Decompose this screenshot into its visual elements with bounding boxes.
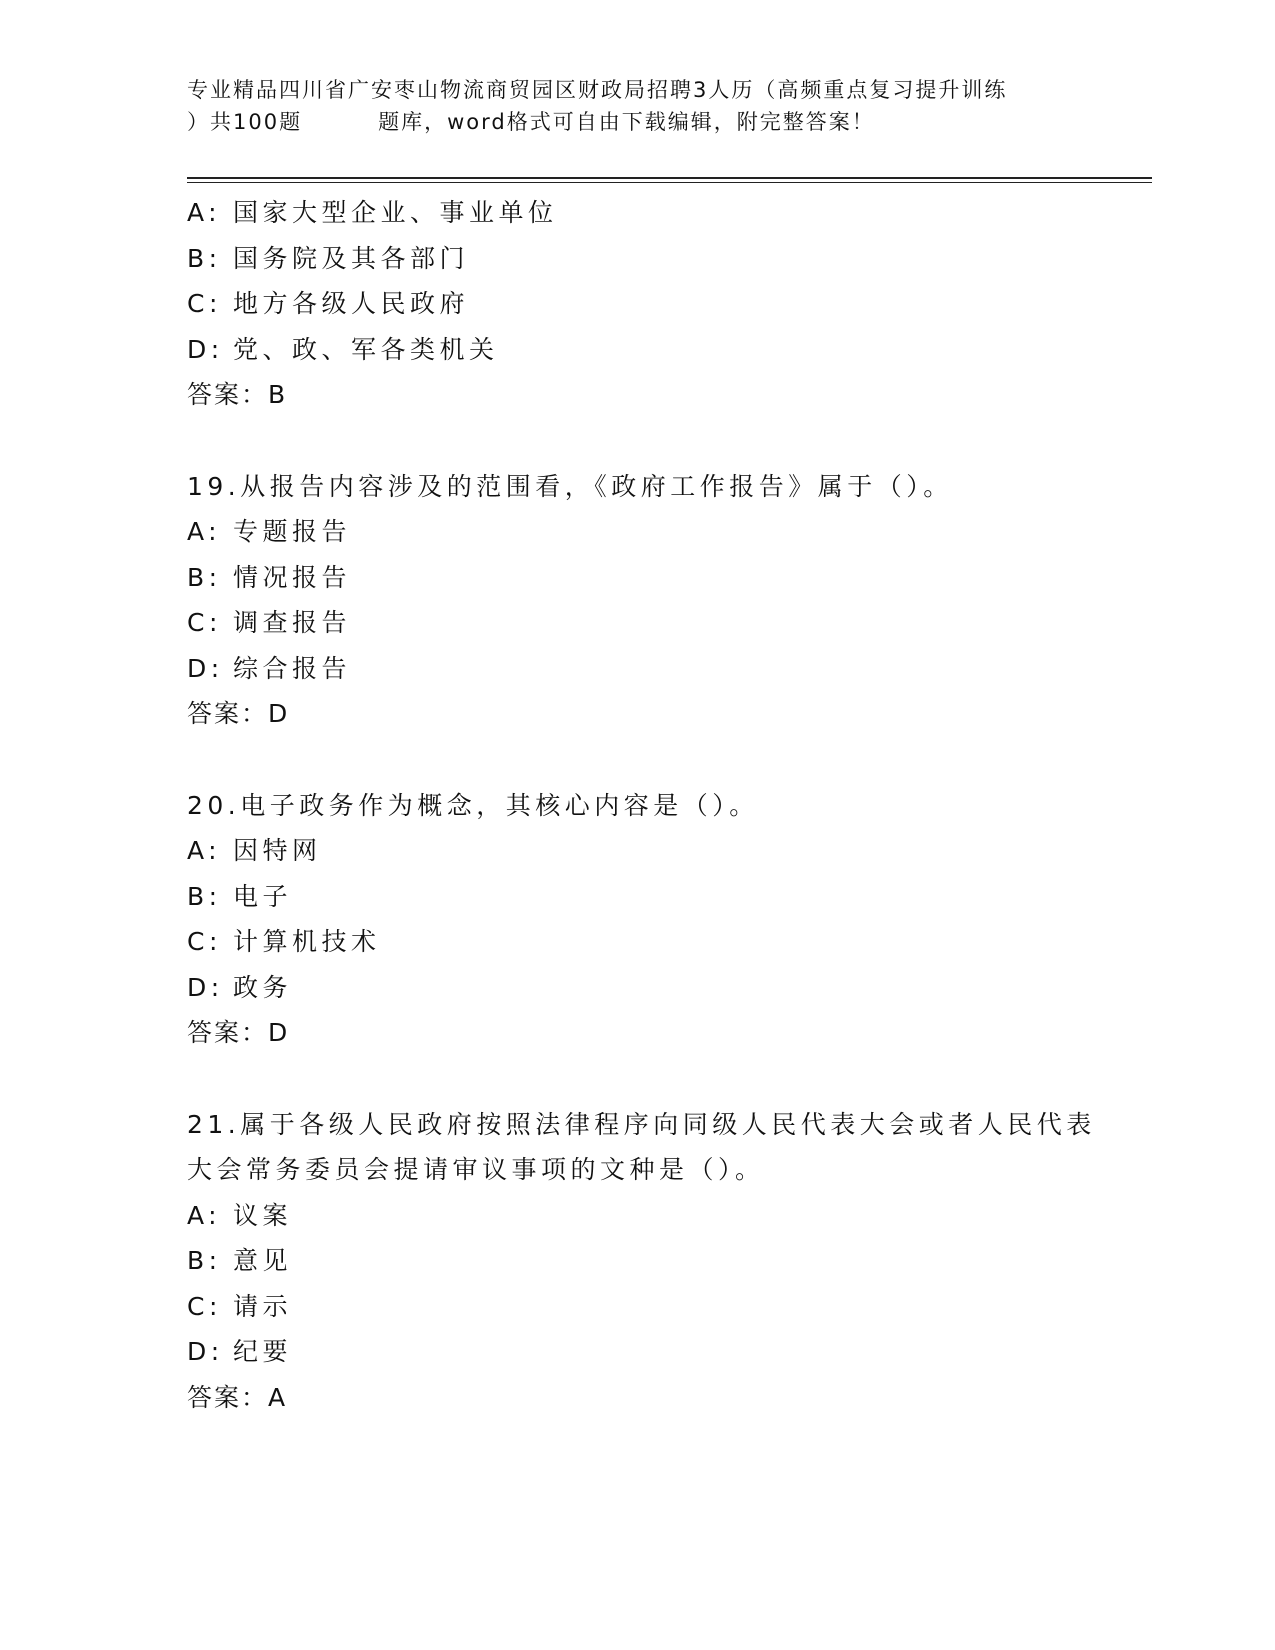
option-a — [187, 190, 1107, 236]
option-text: 纪要 — [233, 1337, 293, 1366]
header-divider-thin — [187, 182, 1152, 183]
option-text: 综合报告 — [233, 653, 352, 683]
option-label: B: — [187, 881, 222, 911]
option-label: D: — [187, 334, 224, 364]
option-d — [187, 327, 1107, 373]
option-label: D: — [187, 972, 224, 1002]
option-c — [187, 919, 1107, 965]
header-line-2-part-b: 题库，word格式可自由下载编辑，附完整答案！ — [378, 110, 875, 134]
option-d — [187, 1329, 1107, 1375]
option-d — [187, 646, 1107, 692]
option-text: 意见 — [233, 1246, 293, 1275]
answer-line: 答案：D — [187, 699, 290, 728]
option-c — [187, 600, 1107, 646]
header-line-2-part-a: ）共100题 — [187, 110, 303, 134]
option-text: 地方各级人民政府 — [233, 289, 470, 318]
option-text: 调查报告 — [233, 608, 352, 637]
option-text: 专题报告 — [233, 517, 352, 546]
option-b — [187, 555, 1107, 601]
option-text: 党、政、军各类机关 — [233, 334, 499, 364]
option-b — [187, 874, 1107, 920]
question-stem: 19.从报告内容涉及的范围看，《政府工作报告》属于（）。 — [187, 471, 953, 501]
option-label: D: — [187, 653, 224, 683]
question-list — [187, 190, 1107, 1420]
option-text: 议案 — [233, 1200, 293, 1230]
option-text: 国家大型企业、事业单位 — [233, 198, 558, 227]
header-line-2 — [187, 106, 1087, 138]
question-spacer — [187, 1056, 1107, 1102]
option-label: A: — [187, 517, 222, 546]
question-stem-line-2: 大会常务委员会提请审议事项的文种是（）。 — [187, 1155, 765, 1184]
option-text: 政务 — [233, 972, 293, 1002]
option-label: A: — [187, 198, 222, 227]
question-19 — [187, 464, 1107, 737]
option-text: 电子 — [233, 881, 293, 911]
option-label: A: — [187, 836, 222, 865]
question-spacer — [187, 737, 1107, 783]
option-label: C: — [187, 1291, 222, 1321]
option-label: C: — [187, 927, 222, 956]
option-text: 国务院及其各部门 — [233, 243, 470, 273]
option-a — [187, 1193, 1107, 1239]
option-label: D: — [187, 1337, 224, 1366]
option-d — [187, 965, 1107, 1011]
option-text: 请示 — [233, 1291, 293, 1321]
option-b — [187, 236, 1107, 282]
answer-line: 答案：B — [187, 380, 288, 409]
option-c — [187, 281, 1107, 327]
page-header — [187, 74, 1087, 138]
option-a — [187, 509, 1107, 555]
option-c — [187, 1284, 1107, 1330]
option-b — [187, 1238, 1107, 1284]
question-stem: 20.电子政务作为概念，其核心内容是（）。 — [187, 790, 759, 820]
header-divider-thick — [187, 177, 1152, 179]
option-label: B: — [187, 562, 222, 592]
option-text: 计算机技术 — [233, 927, 381, 956]
option-label: B: — [187, 243, 222, 273]
option-text: 情况报告 — [233, 562, 352, 592]
option-label: A: — [187, 1200, 222, 1230]
question-20 — [187, 783, 1107, 1056]
option-label: B: — [187, 1246, 222, 1275]
option-text: 因特网 — [233, 836, 322, 865]
option-label: C: — [187, 289, 222, 318]
question-stem-line-1: 21.属于各级人民政府按照法律程序向同级人民代表大会或者人民代表 — [187, 1109, 1096, 1139]
question-spacer — [187, 418, 1107, 464]
option-label: C: — [187, 608, 222, 637]
answer-line: 答案：A — [187, 1382, 288, 1412]
option-a — [187, 828, 1107, 874]
answer-line: 答案：D — [187, 1018, 290, 1047]
question-21 — [187, 1102, 1107, 1421]
header-line-1: 专业精品四川省广安枣山物流商贸园区财政局招聘3人历（高频重点复习提升训练 — [187, 78, 1008, 102]
question-18-continuation — [187, 190, 1107, 418]
